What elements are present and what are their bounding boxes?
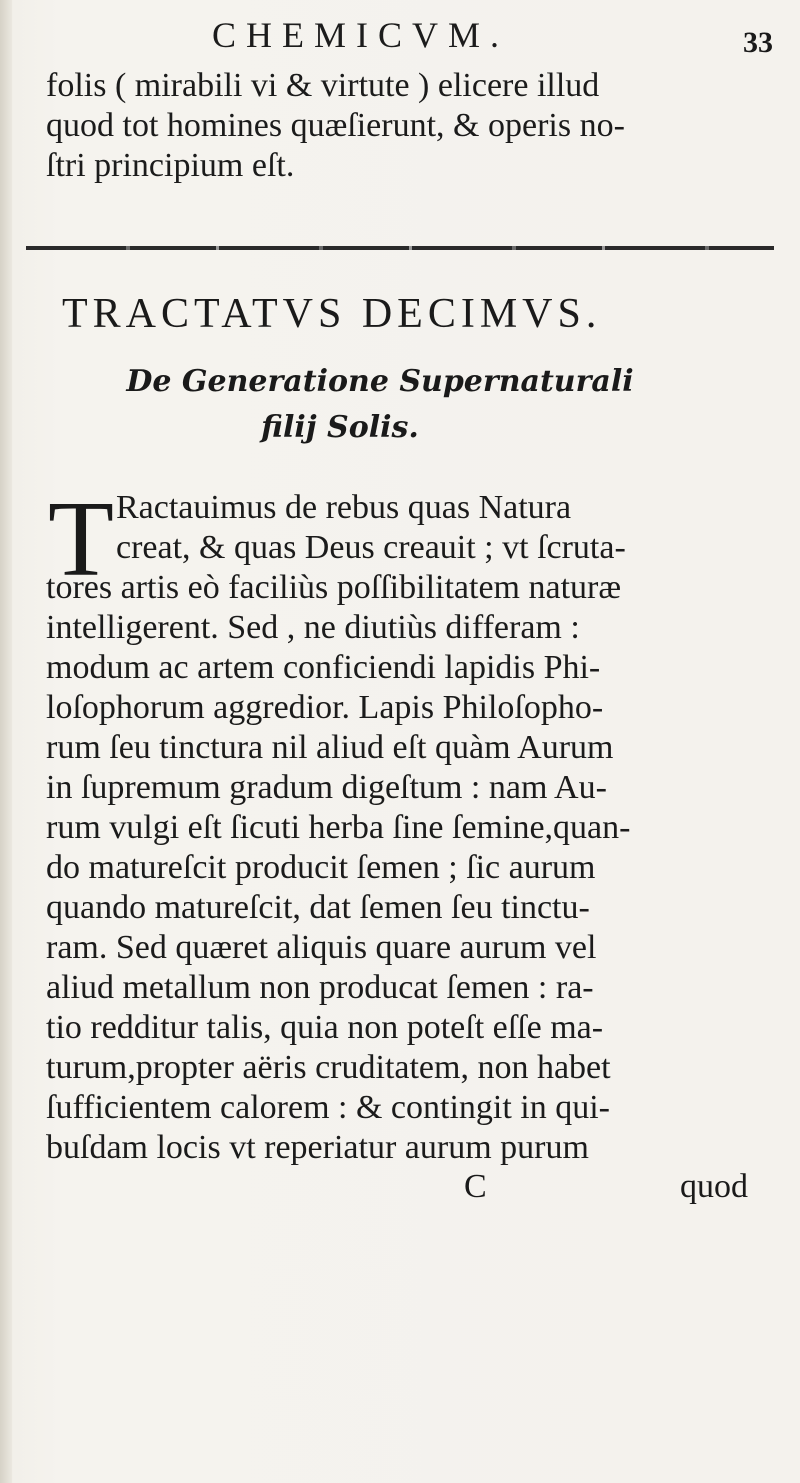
page-gutter (0, 0, 12, 1483)
body-line: do matureſcit producit ſemen ; ſic aurum (46, 849, 596, 886)
subtitle-line-2: filij Solis. (261, 410, 419, 445)
body-line: ſufficientem calorem : & contingit in qui- (46, 1089, 611, 1126)
intro-line: folis ( mirabili vi & virtute ) elicere illud (46, 67, 600, 104)
drop-cap: T (48, 480, 114, 599)
body-line: tio redditur talis, quia non poteſt eſſe ma- (46, 1009, 604, 1046)
body-line: modum ac artem conficiendi lapidis Phi- (46, 649, 601, 686)
body-line: quando matureſcit, dat ſemen ſeu tinctu- (46, 889, 590, 926)
body-line: tores artis eò faciliùs poſſibilitatem naturæ (46, 569, 622, 606)
catchword: quod (680, 1168, 748, 1205)
body-line: intelligerent. Sed , ne diutiùs differam : (46, 609, 580, 646)
body-line: buſdam locis vt reperiatur aurum purum (46, 1129, 589, 1166)
signature-mark: C (464, 1168, 487, 1205)
running-title: CHEMICVM. (212, 15, 510, 55)
intro-line: quod tot homines quæſierunt, & operis no- (46, 107, 625, 144)
subtitle-line-1: De Generatione Supernaturali (126, 364, 634, 399)
body-line: loſophorum aggredior. Lapis Philoſopho- (46, 689, 604, 726)
body-line: Ractauimus de rebus quas Natura (116, 489, 572, 526)
tractatus-title: TRACTATVS DECIMVS. (62, 291, 602, 337)
body-line: ram. Sed quæret aliquis quare aurum vel (46, 929, 597, 966)
running-head (0, 12, 800, 62)
body-line: in ſupremum gradum digeſtum : nam Au- (46, 769, 607, 806)
body-line: aliud metallum non producat ſemen : ra- (46, 969, 594, 1006)
body-line: rum ſeu tinctura nil aliud eſt quàm Aurum (46, 729, 614, 766)
body-line: creat, & quas Deus creauit ; vt ſcruta- (116, 529, 626, 566)
intro-line: ſtri principium eſt. (46, 147, 295, 184)
body-line: rum vulgi eſt ſicuti herba ſine ſemine,quan- (46, 809, 631, 846)
section-rule (26, 246, 774, 250)
page-number: 33 (743, 26, 773, 59)
body-line: turum,propter aëris cruditatem, non habet (46, 1049, 611, 1086)
